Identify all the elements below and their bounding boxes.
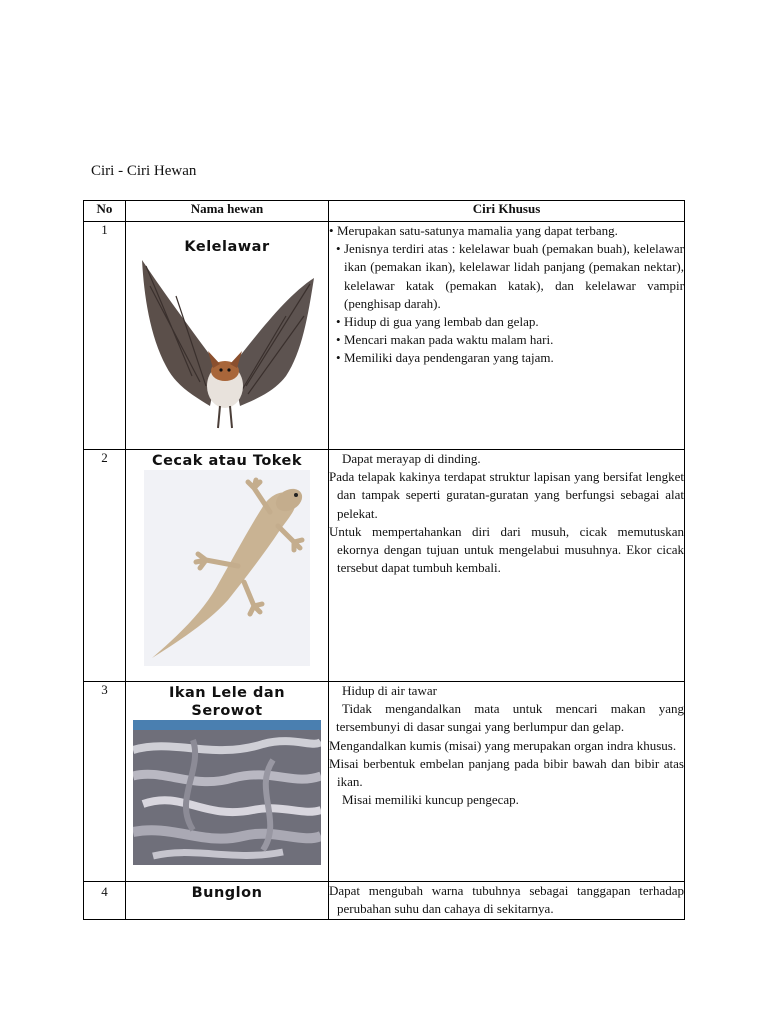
animal-table bbox=[83, 200, 685, 920]
features-list bbox=[329, 222, 684, 368]
features-list bbox=[329, 450, 684, 577]
animal-name: Cecak atau Tokek bbox=[151, 453, 303, 469]
document-title: Ciri - Ciri Hewan bbox=[91, 163, 197, 179]
animal-cell bbox=[126, 450, 329, 682]
animal-cell bbox=[126, 682, 329, 882]
list-item: • Memiliki daya pendengaran yang tajam. bbox=[329, 349, 684, 367]
list-item: Misai memiliki kuncup pengecap. bbox=[342, 792, 519, 808]
row-number: 2 bbox=[84, 450, 126, 682]
bat-photo bbox=[136, 256, 318, 436]
animal-name: Ikan Lele dan Serowot bbox=[168, 685, 286, 719]
features-list bbox=[329, 682, 684, 809]
table-row bbox=[84, 882, 685, 920]
features-cell bbox=[329, 882, 685, 920]
row-number: 1 bbox=[84, 222, 126, 450]
list-item: • Merupakan satu-satunya mamalia yang dapat terbang. bbox=[329, 222, 684, 240]
list-item: Dapat mengubah warna tubuhnya sebagai tanggapan terhadap perubahan suhu dan cahaya di sekitarnya. bbox=[329, 883, 684, 917]
list-item: Dapat merayap di dinding. bbox=[342, 451, 481, 466]
list-item: • Hidup di gua yang lembab dan gelap. bbox=[329, 313, 684, 331]
features-list bbox=[329, 882, 684, 918]
table-row bbox=[84, 222, 685, 450]
list-item: Misai berbentuk embelan panjang pada bibir bawah dan bibir atas ikan. bbox=[329, 755, 684, 790]
list-item: Pada telapak kakinya terdapat struktur lapisan yang bersifat lengket dan tampak seperti guratan-guratan yang berfungsi sebagai alat pelekat. bbox=[329, 469, 684, 521]
header-name: Nama hewan bbox=[126, 201, 329, 222]
animal-cell bbox=[126, 882, 329, 920]
features-cell bbox=[329, 682, 685, 882]
animal-cell bbox=[126, 222, 329, 450]
list-item: Mengandalkan kumis (misai) yang merupakan organ indra khusus. bbox=[329, 737, 677, 753]
list-item: Tidak mengandalkan mata untuk mencari makan yang tersembunyi di dasar sungai yang berlumpur dan gelap. bbox=[336, 701, 684, 735]
catfish-photo bbox=[133, 720, 321, 865]
gecko-photo bbox=[144, 470, 310, 666]
features-cell bbox=[329, 222, 685, 450]
list-item: • Mencari makan pada waktu malam hari. bbox=[329, 331, 684, 349]
table-row bbox=[84, 450, 685, 682]
row-number: 3 bbox=[84, 682, 126, 882]
header-features: Ciri Khusus bbox=[329, 201, 685, 222]
header-no: No bbox=[84, 201, 126, 222]
list-item: Hidup di air tawar bbox=[342, 683, 437, 698]
features-cell bbox=[329, 450, 685, 682]
list-item: • Jenisnya terdiri atas : kelelawar buah (pemakan buah), kelelawar ikan (pemakan ikan), kelelawar lidah panjang (pemakan nektar), kelelawar katak (pemakan katak), dan kelelawar vampir (penghisap darah). bbox=[329, 240, 684, 313]
animal-name: Kelelawar bbox=[184, 239, 270, 255]
table-header-row bbox=[84, 201, 685, 222]
table-row bbox=[84, 682, 685, 882]
row-number: 4 bbox=[84, 882, 126, 920]
animal-name: Bunglon bbox=[191, 885, 263, 901]
list-item: Untuk mempertahankan diri dari musuh, cicak memutuskan ekornya dengan tujuan untuk mengelabui musuhnya. Ekor cicak tersebut dapat tumbuh kembali. bbox=[329, 523, 684, 576]
